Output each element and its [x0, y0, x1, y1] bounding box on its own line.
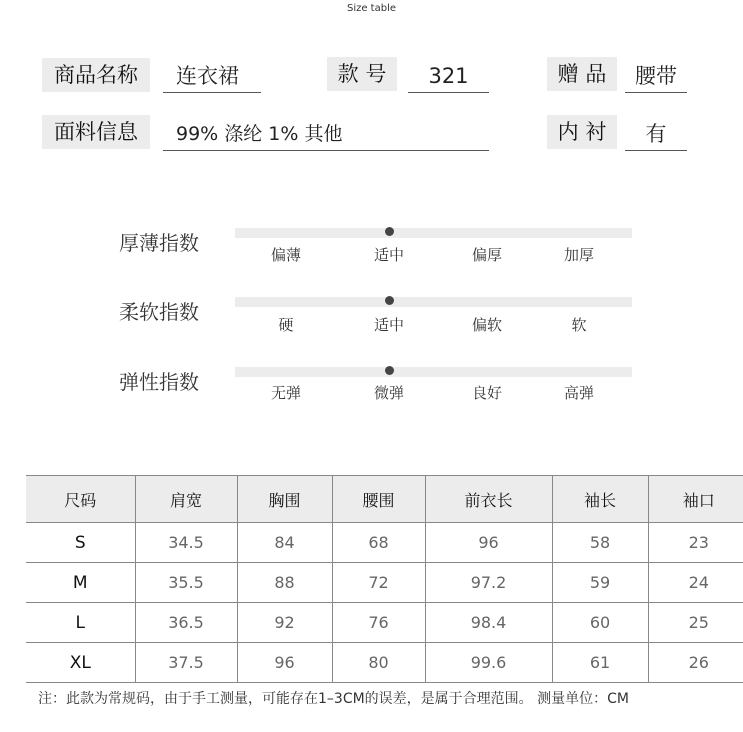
- size-table: [26, 475, 743, 683]
- lining-value: 有: [625, 117, 687, 151]
- size-cell: L: [26, 603, 135, 643]
- header-waist: 腰围: [332, 476, 425, 523]
- header-cuff: 袖口: [648, 476, 743, 523]
- thickness-option: 加厚: [563, 246, 594, 264]
- table-cell: 99.6: [425, 643, 552, 683]
- table-cell: 88: [237, 563, 332, 603]
- page-subtitle: Size table: [346, 3, 397, 14]
- table-cell: 37.5: [135, 643, 237, 683]
- table-cell: 92: [237, 603, 332, 643]
- product-name-label: 商品名称: [42, 58, 150, 92]
- lining-label: 内 衬: [547, 115, 617, 149]
- elasticity-option: 无弹: [270, 384, 301, 402]
- elasticity-option: 高弹: [563, 384, 594, 402]
- table-cell: 96: [425, 523, 552, 563]
- header-shoulder: 肩宽: [135, 476, 237, 523]
- elasticity-index-marker: [385, 366, 394, 375]
- table-cell: 59: [552, 563, 648, 603]
- softness-option: 软: [571, 316, 587, 334]
- table-cell: 97.2: [425, 563, 552, 603]
- table-cell: 36.5: [135, 603, 237, 643]
- size-cell: M: [26, 563, 135, 603]
- table-cell: 80: [332, 643, 425, 683]
- fabric-value: 99% 涤纶 1% 其他: [163, 117, 489, 151]
- thickness-index-bar: [235, 228, 632, 238]
- style-no-label: 款 号: [327, 57, 397, 91]
- table-row: [26, 603, 743, 643]
- softness-index-bar: [235, 297, 632, 307]
- table-header-row: [26, 476, 743, 523]
- table-cell: 61: [552, 643, 648, 683]
- table-cell: 98.4: [425, 603, 552, 643]
- softness-option: 偏软: [471, 316, 502, 334]
- thickness-option: 适中: [373, 246, 404, 264]
- table-row: [26, 523, 743, 563]
- elasticity-option: 微弹: [373, 384, 404, 402]
- header-size: 尺码: [26, 476, 135, 523]
- elasticity-index-title: 弹性指数: [119, 370, 199, 394]
- table-cell: 34.5: [135, 523, 237, 563]
- table-cell: 72: [332, 563, 425, 603]
- style-no-value: 321: [408, 59, 489, 93]
- table-cell: 25: [648, 603, 743, 643]
- header-bust: 胸围: [237, 476, 332, 523]
- thickness-option: 偏薄: [270, 246, 301, 264]
- fabric-label: 面料信息: [42, 115, 150, 149]
- table-row: [26, 563, 743, 603]
- table-cell: 76: [332, 603, 425, 643]
- thickness-option: 偏厚: [471, 246, 502, 264]
- softness-index-title: 柔软指数: [119, 300, 199, 324]
- elasticity-index-bar: [235, 367, 632, 377]
- size-cell: XL: [26, 643, 135, 683]
- softness-option: 硬: [278, 316, 294, 334]
- measurement-note: 注：此款为常规码，由于手工测量，可能存在1–3CM的误差，是属于合理范围。 测量单位：CM: [38, 691, 629, 707]
- table-cell: 23: [648, 523, 743, 563]
- table-cell: 84: [237, 523, 332, 563]
- thickness-index-marker: [385, 227, 394, 236]
- size-cell: S: [26, 523, 135, 563]
- thickness-index-title: 厚薄指数: [119, 231, 199, 255]
- table-cell: 24: [648, 563, 743, 603]
- product-name-value: 连衣裙: [163, 59, 261, 93]
- elasticity-option: 良好: [471, 384, 502, 402]
- table-row: [26, 643, 743, 683]
- gift-label: 赠 品: [547, 57, 617, 91]
- header-sleeve-length: 袖长: [552, 476, 648, 523]
- softness-option: 适中: [373, 316, 404, 334]
- table-cell: 68: [332, 523, 425, 563]
- table-cell: 60: [552, 603, 648, 643]
- table-cell: 96: [237, 643, 332, 683]
- table-cell: 58: [552, 523, 648, 563]
- table-cell: 35.5: [135, 563, 237, 603]
- softness-index-marker: [385, 296, 394, 305]
- table-cell: 26: [648, 643, 743, 683]
- gift-value: 腰带: [625, 59, 687, 93]
- header-front-length: 前衣长: [425, 476, 552, 523]
